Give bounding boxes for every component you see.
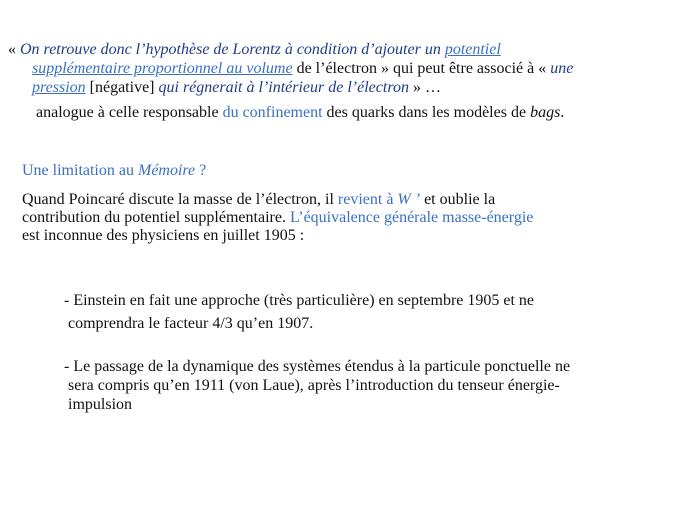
laue-bullet-line-3: impulsion <box>68 396 133 413</box>
analogy-line <box>36 103 564 122</box>
analogy-highlight-confinement: du confinement <box>222 104 323 121</box>
quote-line-1 <box>8 41 501 58</box>
para-text: Quand Poincaré discute la masse de l’électron, il <box>22 191 338 208</box>
lorentz-quote <box>8 40 573 97</box>
einstein-bullet-line-1: - Einstein en fait une approche (très particulière) en septembre 1905 et ne <box>64 292 535 309</box>
para-highlight-revient: revient à <box>337 191 398 208</box>
quote-italic-une: une <box>550 60 574 77</box>
quote-italic-text: On retrouve donc l’hypothèse de Lorentz à condition d’ajouter un <box>20 41 445 58</box>
analogy-text-mid: des quarks dans les modèles de <box>322 104 531 121</box>
quote-open-mark: « <box>8 41 20 58</box>
einstein-bullet-line-2: comprendra le facteur 4/3 qu’en 1907. <box>68 315 314 332</box>
laue-bullet <box>64 357 570 414</box>
analogy-text-start: analogue à celle responsable <box>36 104 223 121</box>
para-line-1 <box>22 191 495 208</box>
quote-line-3 <box>8 79 441 96</box>
quote-highlight-pression: pression <box>32 79 86 96</box>
laue-bullet-line-1: - Le passage de la dynamique des systèmes étendus à la particule ponctuelle ne <box>64 358 571 375</box>
quote-close-mark: » … <box>408 79 441 96</box>
einstein-bullet <box>64 289 534 335</box>
para-line-2 <box>22 209 533 226</box>
quote-highlight-potentiel: potentiel <box>444 41 501 58</box>
quote-italic-interior: qui régnerait à l’intérieur de l’électron <box>158 79 409 96</box>
subtitle-italic-memoire: Mémoire <box>137 162 196 179</box>
para-highlight-w: W ’ <box>397 191 421 208</box>
para-text-contribution: contribution du potentiel supplémentaire. <box>22 209 290 226</box>
quote-negative-bracket: [négative] <box>85 79 159 96</box>
section-subtitle <box>22 161 206 180</box>
subtitle-question-mark: ? <box>195 162 207 179</box>
poincare-paragraph <box>22 191 533 245</box>
quote-line-2 <box>8 60 573 77</box>
subtitle-text: Une limitation au <box>22 162 138 179</box>
para-text-end: et oublie la <box>420 191 496 208</box>
quote-highlight-volume: supplémentaire proportionnel au volume <box>32 60 293 77</box>
para-highlight-equivalence: L’équivalence générale masse-énergie <box>289 209 534 226</box>
quote-plain-text: de l’électron » qui peut être associé à « <box>292 60 551 77</box>
laue-bullet-line-2: sera compris qu’en 1911 (von Laue), après l’introduction du tenseur énergie- <box>68 377 560 394</box>
analogy-period: . <box>560 104 565 121</box>
analogy-italic-bags: bags <box>530 104 561 121</box>
para-line-3: est inconnue des physiciens en juillet 1905 : <box>22 227 305 244</box>
